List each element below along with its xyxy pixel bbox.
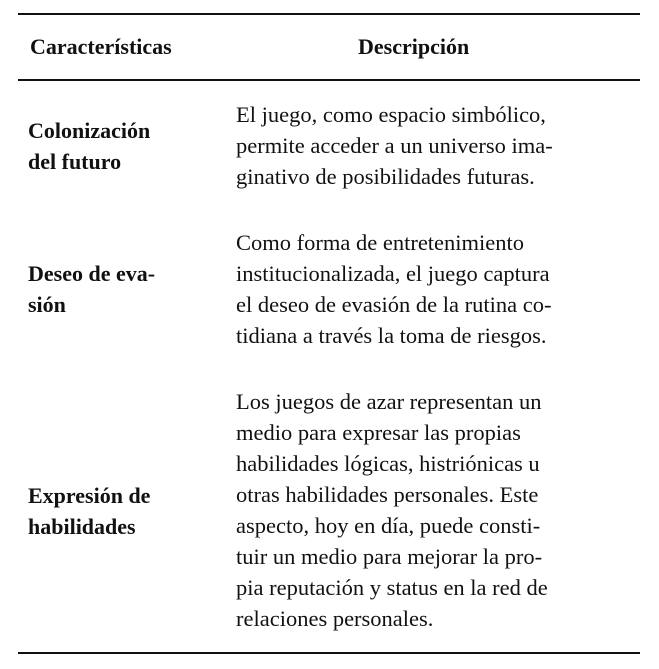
characteristic-line: Expresión de xyxy=(28,483,151,508)
description-line: El juego, como espacio simbólico, xyxy=(236,102,546,127)
description-line: el deseo de evasión de la rutina co- xyxy=(236,292,552,317)
characteristic-line: Deseo de eva- xyxy=(28,261,156,286)
description-cell xyxy=(236,386,636,634)
description-line: permite acceder a un universo ima- xyxy=(236,133,553,158)
description-line: otras habilidades personales. Este xyxy=(236,482,539,507)
description-line: habilidades lógicas, histriónicas u xyxy=(236,451,540,476)
description-line: tidiana a través la toma de riesgos. xyxy=(236,323,547,348)
table-header-rule xyxy=(18,79,640,81)
description-line: aspecto, hoy en día, puede consti- xyxy=(236,513,541,538)
characteristic-line: habilidades xyxy=(28,514,136,539)
description-cell xyxy=(236,227,636,351)
table-bottom-rule xyxy=(18,652,640,654)
description-line: tuir un medio para mejorar la pro- xyxy=(236,544,543,569)
characteristic-cell xyxy=(28,258,208,320)
characteristic-line: sión xyxy=(28,292,66,317)
header-description: Descripción xyxy=(358,34,470,59)
description-line: relaciones personales. xyxy=(236,606,434,631)
description-line: Como forma de entretenimiento xyxy=(236,230,525,255)
description-line: Los juegos de azar representan un xyxy=(236,389,542,414)
description-line: pia reputación y status en la red de xyxy=(236,575,548,600)
table-top-rule xyxy=(18,13,640,15)
header-characteristics: Características xyxy=(30,34,172,59)
description-line: medio para expresar las propias xyxy=(236,420,521,445)
description-line: institucionalizada, el juego captura xyxy=(236,261,550,286)
description-cell xyxy=(236,99,636,192)
characteristic-line: Colonización xyxy=(28,118,151,143)
characteristic-cell xyxy=(28,480,208,542)
description-line: ginativo de posibilidades futuras. xyxy=(236,164,535,189)
characteristic-cell xyxy=(28,115,208,177)
characteristic-line: del futuro xyxy=(28,149,122,174)
